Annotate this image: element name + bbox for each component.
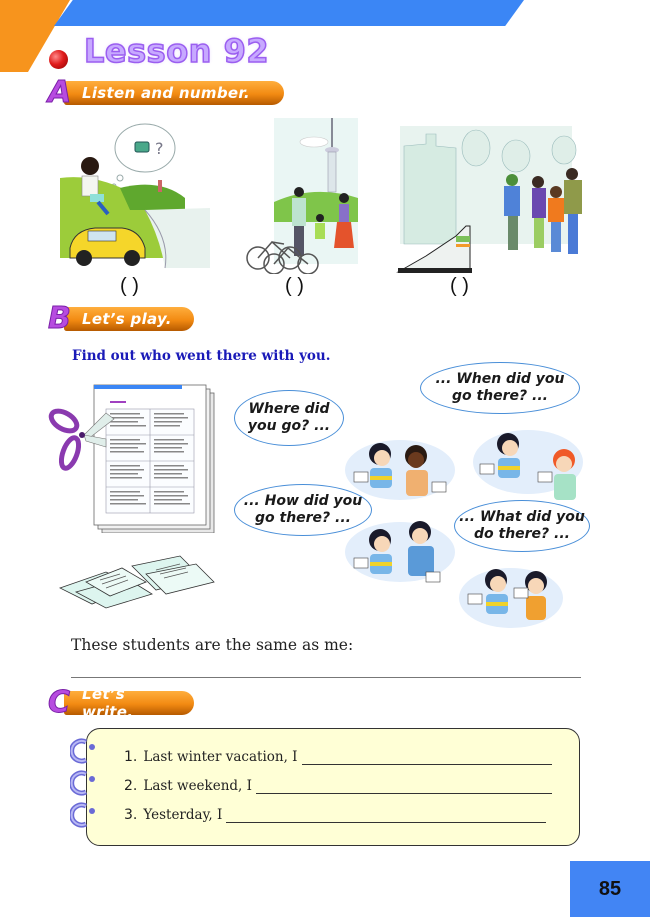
papers-illustration [56, 548, 216, 613]
boy-hill-taxi-illustration [60, 118, 210, 270]
tower-bicycles-illustration [244, 112, 366, 274]
write-item-3-blank[interactable] [226, 809, 546, 823]
bubble-how-line1: ... How did you [243, 493, 363, 509]
bubble-how-line2: go there? ... [254, 510, 352, 526]
section-letter-a: A [48, 75, 72, 110]
picture-boy-hill-taxi [60, 118, 210, 270]
worksheet-stack-with-scissors [44, 383, 219, 533]
write-item-number: 3. [124, 807, 138, 823]
section-b-header [48, 301, 194, 336]
bubble-when-line2: go there? ... [451, 388, 548, 404]
bubble-what-line2: do there? ... [473, 526, 571, 542]
worksheet-illustration [44, 383, 219, 533]
speech-bubble-where [234, 390, 344, 446]
speech-bubble-how [234, 484, 372, 536]
kids-pair-2 [468, 420, 588, 504]
section-a-title: Listen and number. [82, 84, 250, 102]
section-a-pill [64, 81, 284, 105]
spiral-ring-icon [70, 738, 100, 764]
page-number-box [570, 861, 650, 917]
section-c-header [48, 685, 194, 721]
speech-bubble-when [420, 362, 580, 414]
write-item-1-blank[interactable] [302, 751, 552, 765]
write-item-2 [124, 778, 552, 794]
section-c-pill [64, 685, 194, 721]
same-as-me-answer-line[interactable] [71, 677, 581, 678]
top-banner-blue [54, 0, 524, 26]
lesson-title: Lesson 92 [84, 32, 270, 70]
spiral-ring-icon [70, 770, 100, 796]
bubble-where-line2: you go? ... [247, 418, 331, 434]
picture-snow-sculptures-train [396, 126, 582, 274]
section-b-instruction: Find out who went there with you. [72, 348, 331, 364]
section-a-header [48, 75, 284, 110]
spiral-ring-icon [70, 802, 100, 828]
section-letter-b: B [48, 301, 71, 336]
same-as-me-prompt: These students are the same as me: [71, 636, 354, 654]
section-b-title: Let’s play. [82, 310, 172, 328]
kids-exchanging-cards-2 [468, 420, 588, 504]
snow-sculptures-train-illustration [396, 126, 582, 274]
kids-exchanging-cards-4 [456, 560, 566, 630]
bubble-when-line1: ... When did you [435, 371, 565, 387]
section-letter-c: C [48, 685, 71, 720]
write-item-text: Last weekend, I [143, 778, 252, 794]
write-item-1 [124, 749, 552, 765]
kids-pair-4 [456, 560, 566, 630]
bubble-what-line1: ... What did you [459, 509, 585, 525]
write-item-text: Yesterday, I [143, 807, 223, 823]
svg-text:?: ? [155, 139, 164, 158]
write-item-text: Last winter vacation, I [143, 749, 298, 765]
red-bullet-icon [49, 50, 68, 69]
section-b-pill [64, 307, 194, 331]
answer-blank-1[interactable]: ( ) [120, 275, 139, 297]
write-item-number: 2. [124, 778, 138, 794]
scattered-papers [56, 548, 216, 613]
write-item-3 [124, 807, 546, 823]
answer-blank-3[interactable]: ( ) [450, 275, 469, 297]
write-item-2-blank[interactable] [256, 780, 552, 794]
page-number: 85 [598, 877, 622, 900]
write-item-number: 1. [124, 749, 138, 765]
section-c-title: Let’s write. [82, 685, 134, 721]
bubble-where-line1: Where did [248, 401, 330, 417]
answer-blank-2[interactable]: ( ) [285, 275, 304, 297]
speech-bubble-what [454, 500, 590, 552]
picture-tower-bicycles [244, 112, 366, 274]
